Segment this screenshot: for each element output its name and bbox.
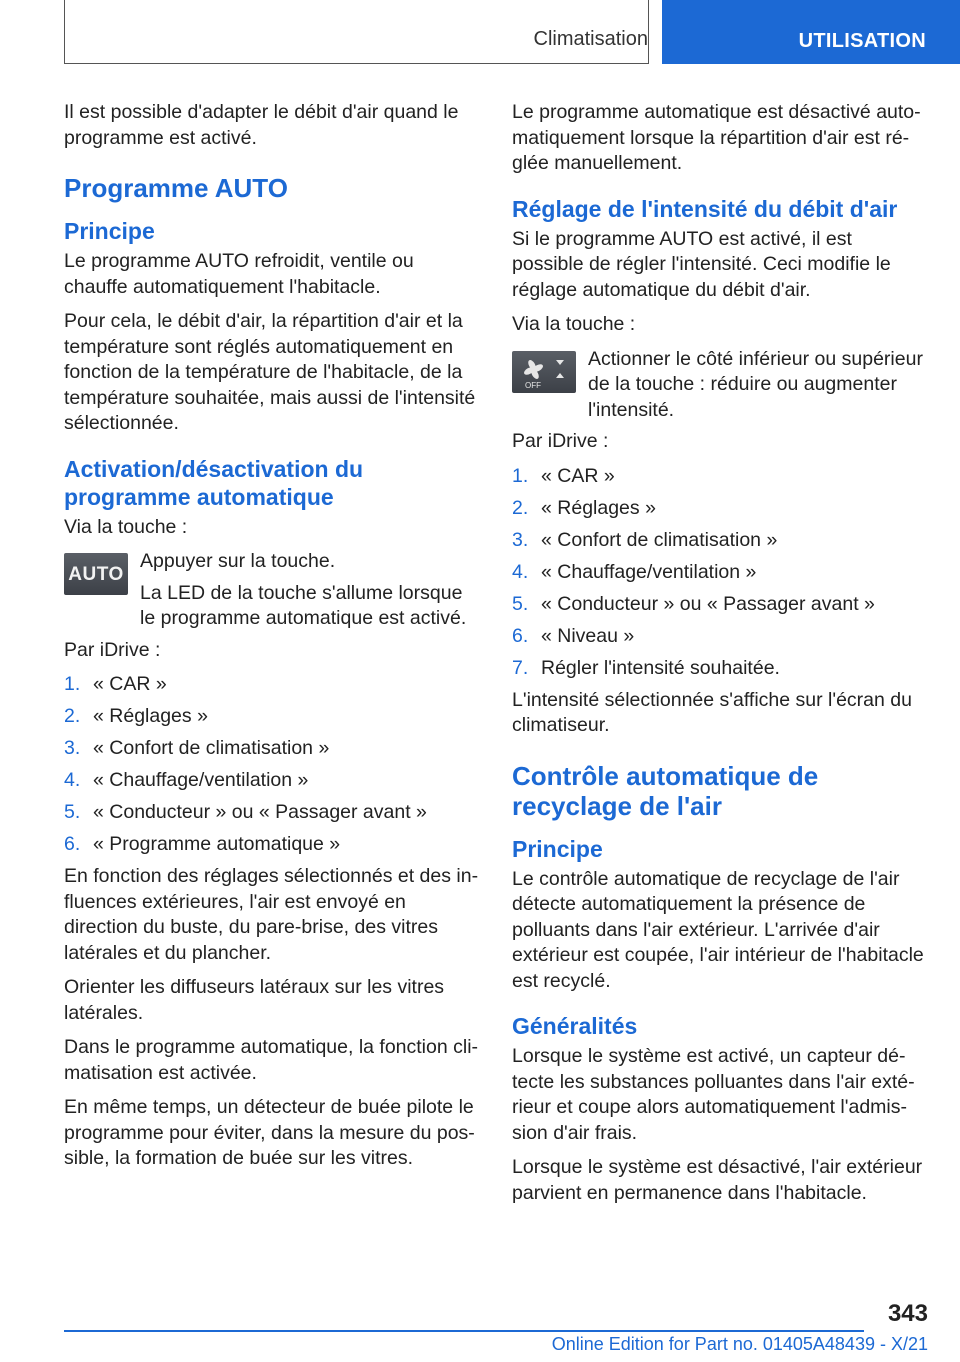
auto-button-icon	[64, 553, 128, 595]
list-item: 1. « CAR »	[64, 673, 167, 695]
via-button-label: Via la touche :	[64, 515, 188, 538]
paragraph: Lorsque le système est désactivé, l'air extérieur parvient en permanence dans l'habitacle.	[512, 1156, 923, 1204]
fan-icon	[512, 351, 576, 393]
right-column	[512, 100, 928, 1215]
list-item: 6. « Niveau »	[512, 624, 635, 647]
intro-paragraph: Il est possible d'adapter le débit d'air quand le programme est activé.	[64, 101, 459, 149]
header-chapter-tab	[662, 0, 960, 64]
footer-edition: Online Edition for Part no. 01405A48439 - X/21	[551, 1334, 928, 1354]
via-button-label: Via la touche :	[512, 313, 636, 335]
led-note: La LED de la touche s'allume lorsque le programme automatique est activé.	[140, 581, 467, 629]
paragraph: En fonction des réglages sélectionnés et des influences extérieures, l'air est envoyé en direction du buste, du pare-brise, des vitres latérales et du plancher.	[64, 865, 479, 964]
paragraph: L'intensité sélectionnée s'affiche sur l'écran du climatiseur.	[512, 688, 912, 736]
list-item: 3. « Confort de climatisation »	[64, 737, 330, 759]
idrive-steps-list	[512, 464, 928, 682]
list-item: 1. « CAR »	[512, 464, 615, 487]
paragraph: Le contrôle automatique de recyclage de l'air détecte automatiquement la présence de polluants dans l'air extérieur. L'arrivée d'air extérieur est coupée, l'air intérieur de l'habitacle est recyclé.	[512, 867, 924, 992]
heading-reglage-intensite: Réglage de l'intensité du débit d'air	[512, 195, 898, 222]
paragraph: Pour cela, le débit d'air, la répartition d'air et la température sont réglés automatiquement en fonction de la température de l'habitacle, de la température souhaitée, mais aussi de l'intensité sélectionnée.	[64, 310, 476, 434]
list-item: 5. « Conducteur » ou « Passager avant »	[512, 592, 875, 615]
footer-divider	[64, 1330, 864, 1332]
paragraph: Si le programme AUTO est activé, il est possible de régler l'intensité. Ceci modifie le réglage automatique du débit d'air.	[512, 227, 891, 301]
idrive-label: Par iDrive :	[512, 430, 609, 452]
paragraph: Lorsque le système est activé, un capteur détecte les substances polluantes dans l'air extérieur et coupe alors automatiquement l'admission d'air frais.	[512, 1045, 915, 1144]
paragraph: Dans le programme automatique, la fonction climatisation est activée.	[64, 1036, 479, 1084]
auto-button-instruction	[64, 549, 482, 632]
instruction-text: Actionner le côté inférieur ou supérieur de la touche : réduire ou augmenter l'intensité.	[588, 347, 923, 421]
left-column	[64, 100, 482, 1181]
heading-principe: Principe	[64, 218, 155, 244]
list-item: 7. Régler l'intensité souhaitée.	[512, 656, 780, 679]
list-item: 4. « Chauffage/ventilation »	[512, 560, 757, 583]
list-item: 2. « Réglages »	[64, 705, 208, 727]
paragraph: Le programme automatique est désactivé automatiquement lorsque la répartition d'air est réglée manuellement.	[512, 101, 921, 174]
fan-button-icon	[512, 351, 576, 393]
list-item: 4. « Chauffage/ventilation »	[64, 769, 309, 791]
list-item: 3. « Confort de climatisation »	[512, 528, 778, 551]
fan-off-label: OFF	[525, 380, 541, 390]
auto-button-label: AUTO	[68, 564, 124, 585]
paragraph: En même temps, un détecteur de buée pilote le programme pour éviter, dans la mesure du possible, la formation de buée sur les vitres.	[64, 1096, 475, 1169]
list-item: 2. « Réglages »	[512, 496, 656, 519]
paragraph: Orienter les diffuseurs latéraux sur les vitres latérales.	[64, 976, 445, 1024]
fan-button-instruction	[512, 347, 928, 424]
header-chapter-label: UTILISATION	[798, 30, 926, 52]
heading-principe: Principe	[512, 835, 603, 862]
instruction-text: Appuyer sur la touche.	[140, 550, 336, 572]
heading-activation: Activation/désactivation du programme automatique	[64, 455, 364, 510]
page-number: 343	[887, 1300, 928, 1327]
idrive-steps-list	[64, 672, 482, 858]
heading-programme-auto: Programme AUTO	[64, 173, 288, 203]
list-item: 6. « Programme automatique »	[64, 833, 341, 855]
heading-generalites: Généralités	[512, 1013, 638, 1039]
list-item: 5. « Conducteur » ou « Passager avant »	[64, 801, 427, 823]
idrive-label: Par iDrive :	[64, 638, 161, 661]
header-section-title: Climatisation	[533, 28, 648, 50]
paragraph: Le programme AUTO refroidit, ventile ou chauffe automatiquement l'habitacle.	[64, 250, 414, 298]
heading-recyclage: Contrôle automatique de recyclage de l'air	[512, 760, 819, 821]
